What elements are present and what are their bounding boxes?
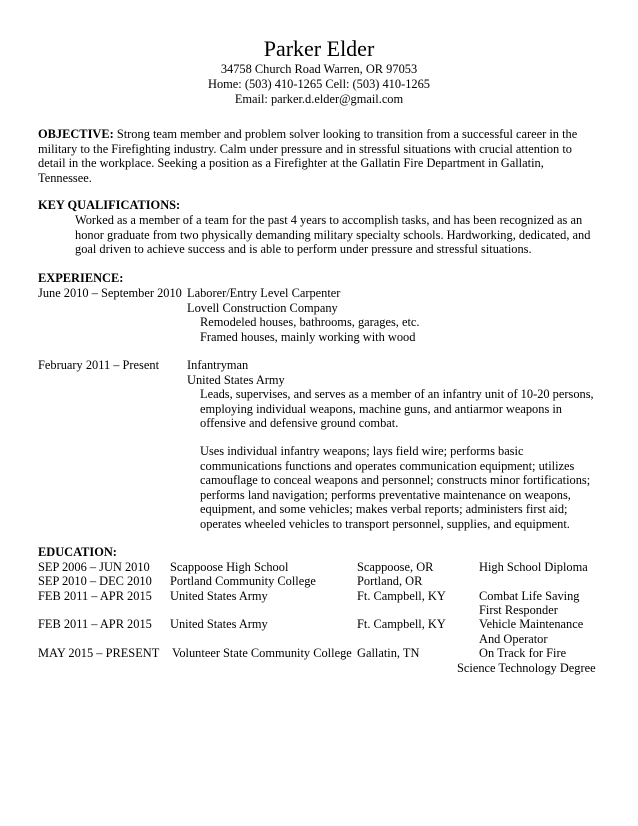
- phone-line: Home: (503) 410-1265 Cell: (503) 410-1265: [208, 77, 430, 91]
- job-duties-block: [200, 444, 605, 532]
- qualification-line: honor graduate from two physically demanding military specialty schools. Hardworking, dedicated, and: [75, 227, 591, 242]
- education-award: On Track for Fire: [479, 646, 567, 660]
- qualifications-section: [75, 213, 610, 257]
- education-location: Gallatin, TN: [357, 646, 420, 660]
- education-heading: EDUCATION:: [38, 545, 117, 559]
- education-award: Science Technology Degree: [457, 661, 596, 675]
- education-school: Volunteer State Community College: [172, 646, 352, 660]
- education-dates: FEB 2011 – APR 2015: [38, 589, 152, 603]
- education-dates: SEP 2010 – DEC 2010: [38, 574, 152, 588]
- email-line: Email: parker.d.elder@gmail.com: [234, 92, 404, 106]
- education-location: Ft. Campbell, KY: [357, 589, 446, 603]
- education-dates: MAY 2015 – PRESENT: [38, 646, 160, 660]
- job-employer: United States Army: [187, 373, 285, 387]
- job-duty: camouflage to conceal weapons and personnel; constructs minor fortifications;: [200, 473, 591, 488]
- job-duty: Remodeled houses, bathrooms, garages, etc.: [200, 315, 420, 329]
- qualifications-heading: KEY QUALIFICATIONS:: [38, 198, 181, 212]
- objective-line: military to the Firefighting industry. Calm under pressure and in stressful situations with crucial attention to: [38, 141, 572, 156]
- job-duties-block: [200, 387, 605, 431]
- job-duty: Leads, supervises, and serves as a member of an infantry unit of 10-20 persons,: [200, 387, 594, 401]
- education-school: United States Army: [170, 617, 268, 631]
- education-award: High School Diploma: [479, 560, 588, 574]
- education-location: Scappoose, OR: [357, 560, 434, 574]
- objective-section: [38, 127, 608, 185]
- job-duty: Framed houses, mainly working with wood: [200, 330, 416, 344]
- education-school: Scappoose High School: [170, 560, 289, 574]
- education-award: First Responder: [479, 603, 558, 617]
- education-award: And Operator: [479, 632, 548, 646]
- education-dates: SEP 2006 – JUN 2010: [38, 560, 150, 574]
- qualification-line: goal driven to achieve success and is able to perform under pressure and stressful situations.: [75, 242, 532, 257]
- address-line: 34758 Church Road Warren, OR 97053: [220, 62, 418, 76]
- qualification-line: Worked as a member of a team for the past 4 years to accomplish tasks, and has been recognized as an: [75, 213, 583, 227]
- job-duty: performs land navigation; performs preventative maintenance on weapons,: [200, 487, 571, 502]
- candidate-name: Parker Elder: [263, 36, 375, 61]
- job-duty: Uses individual infantry weapons; lays field wire; performs basic: [200, 444, 524, 458]
- education-location: Portland, OR: [357, 574, 423, 588]
- job-dates: June 2010 – September 2010: [38, 286, 182, 300]
- objective-line: detail in the workplace. Seeking a position as a Firefighter at the Gallatin Fire Department in Gallatin,: [38, 156, 544, 171]
- job-duty: equipment, and some vehicles; makes verbal reports; administers first aid;: [200, 502, 568, 517]
- job-title: Infantryman: [187, 358, 249, 372]
- education-location: Ft. Campbell, KY: [357, 617, 446, 631]
- job-duty: operates wheeled vehicles to transport personnel, supplies, and equipment.: [200, 516, 570, 531]
- job-duty: employing individual weapons, machine guns, and antiarmor weapons in: [200, 401, 563, 416]
- education-award: Combat Life Saving: [479, 589, 580, 603]
- education-school: Portland Community College: [170, 574, 316, 588]
- objective-heading: OBJECTIVE:: [38, 127, 114, 141]
- job-title: Laborer/Entry Level Carpenter: [187, 286, 341, 300]
- job-employer: Lovell Construction Company: [187, 301, 338, 315]
- job-dates: February 2011 – Present: [38, 358, 160, 372]
- objective-line: Strong team member and problem solver looking to transition from a successful career in the: [113, 127, 578, 141]
- objective-line: Tennessee.: [38, 170, 92, 185]
- experience-heading: EXPERIENCE:: [38, 271, 124, 285]
- education-dates: FEB 2011 – APR 2015: [38, 617, 152, 631]
- job-duty: communications functions and operates communication equipment; utilizes: [200, 458, 575, 473]
- education-award: Vehicle Maintenance: [479, 617, 584, 631]
- education-school: United States Army: [170, 589, 268, 603]
- job-duty: offensive and defensive ground combat.: [200, 416, 399, 431]
